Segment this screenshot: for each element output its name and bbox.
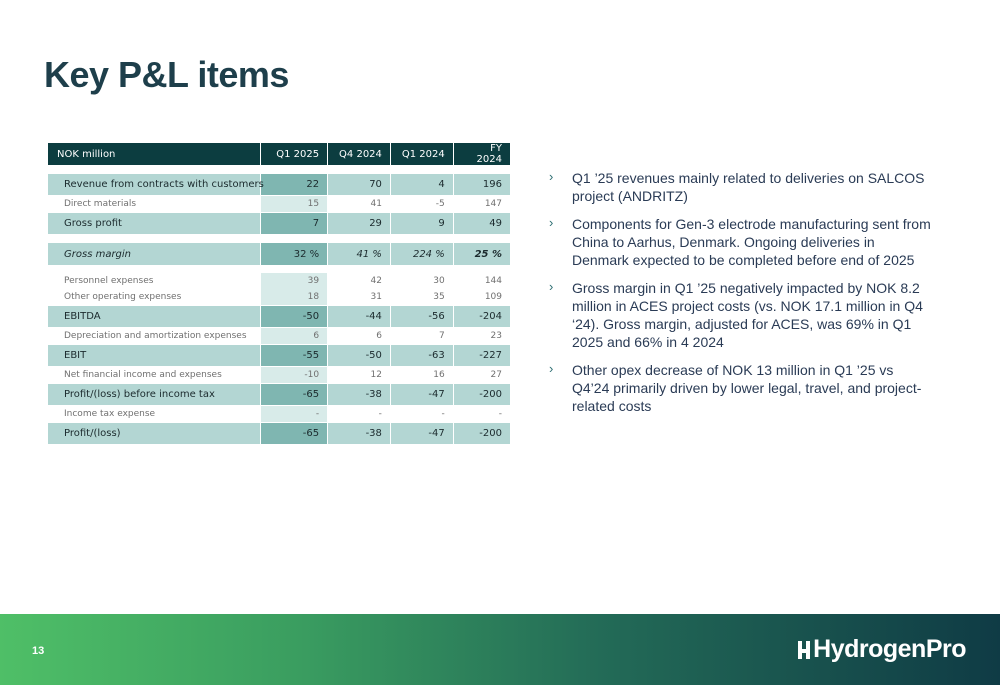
page-title: Key P&L items xyxy=(44,54,289,95)
cell-q1-2024: 224 % xyxy=(390,243,453,265)
row-depreciation xyxy=(48,328,510,345)
cell-fy-2024: 27 xyxy=(490,370,502,380)
cell-q4-2024: 31 xyxy=(328,289,391,306)
row-gross-profit xyxy=(48,213,510,235)
cell-q1-2025: -65 xyxy=(261,384,328,406)
cell-fy-2024: -204 xyxy=(453,306,510,328)
cell-q1-2024: -56 xyxy=(390,306,453,328)
cell-q1-2025: - xyxy=(261,406,328,423)
cell-fy-2024: - xyxy=(498,409,502,419)
cell-q1-2025: 6 xyxy=(261,328,328,345)
commentary-text: Gross margin in Q1 ’25 negatively impacted by NOK 8.2 million in ACES project costs (vs. NOK 17.1 million in Q4 ‘24). Gross margin, adjusted for ACES, was 69% in Q1 2025 and 66% in 4 2024 xyxy=(572,280,923,350)
row-ebit xyxy=(48,345,510,367)
cell-fy-2024: -200 xyxy=(453,384,510,406)
cell-q4-2024: 70 xyxy=(328,174,391,196)
header-fy-2024: FY 2024 xyxy=(453,143,510,165)
cell-q4-2024: - xyxy=(328,406,391,423)
cell-q4-2024: 6 xyxy=(328,328,391,345)
cell-q1-2024: -5 xyxy=(390,196,453,213)
row-net-financial xyxy=(48,367,510,384)
cell-q1-2024: 9 xyxy=(390,213,453,235)
cell-q1-2024: -47 xyxy=(390,384,453,406)
row-income-tax xyxy=(48,406,510,423)
row-label: Other operating expenses xyxy=(48,289,261,306)
row-profit-loss xyxy=(48,423,510,445)
row-label: Profit/(loss) before income tax xyxy=(48,384,261,406)
cell-q1-2025: -50 xyxy=(261,306,328,328)
cell-q1-2025: -55 xyxy=(261,345,328,367)
row-profit-before-tax xyxy=(48,384,510,406)
footer-bar xyxy=(0,614,1000,685)
cell-q1-2025: 32 % xyxy=(261,243,328,265)
header-q1-2024: Q1 2024 xyxy=(390,143,453,165)
commentary-text: Components for Gen-3 electrode manufacturing sent from China to Aarhus, Denmark. Ongoing deliveries in Denmark expected to be completed before end of 2025 xyxy=(572,216,931,268)
logo-text: HydrogenPro xyxy=(813,635,966,663)
cell-fy-2024: 109 xyxy=(484,292,502,302)
cell-fy-2024: 25 % xyxy=(453,243,510,265)
cell-q1-2024: 4 xyxy=(390,174,453,196)
commentary-item xyxy=(548,169,933,205)
commentary-item xyxy=(548,215,933,269)
cell-q1-2025: 7 xyxy=(261,213,328,235)
row-label: Personnel expenses xyxy=(48,273,261,289)
hydrogenpro-mark-icon xyxy=(797,640,811,660)
row-label: Profit/(loss) xyxy=(48,423,261,445)
cell-fy-2024: 23 xyxy=(490,331,502,341)
cell-q4-2024: -50 xyxy=(328,345,391,367)
row-label: Depreciation and amortization expenses xyxy=(48,328,261,345)
cell-q1-2024: 30 xyxy=(390,273,453,289)
cell-q1-2024: -63 xyxy=(390,345,453,367)
hydrogenpro-logo xyxy=(797,635,966,664)
chevron-right-icon: › xyxy=(549,361,554,376)
cell-q4-2024: -38 xyxy=(328,423,391,445)
header-q1-2025: Q1 2025 xyxy=(261,143,328,165)
row-revenue xyxy=(48,174,510,196)
table-header-row xyxy=(48,143,510,165)
cell-q4-2024: 41 % xyxy=(328,243,391,265)
row-personnel-expenses xyxy=(48,273,510,289)
cell-q1-2025: 39 xyxy=(261,273,328,289)
cell-fy-2024: -227 xyxy=(453,345,510,367)
cell-q4-2024: -38 xyxy=(328,384,391,406)
cell-q1-2025: -65 xyxy=(261,423,328,445)
commentary-item xyxy=(548,279,933,351)
row-label: Gross margin xyxy=(48,243,261,265)
commentary-text: Q1 ’25 revenues mainly related to deliveries on SALCOS project (ANDRITZ) xyxy=(572,170,925,204)
cell-q4-2024: 42 xyxy=(328,273,391,289)
cell-q1-2025: 15 xyxy=(261,196,328,213)
commentary-text: Other opex decrease of NOK 13 million in Q1 ’25 vs Q4’24 primarily driven by lower legal, travel, and project-related costs xyxy=(572,362,922,414)
chevron-right-icon: › xyxy=(549,279,554,294)
cell-q4-2024: 41 xyxy=(328,196,391,213)
row-label: Gross profit xyxy=(48,213,261,235)
commentary-list xyxy=(548,169,933,425)
cell-fy-2024: 49 xyxy=(453,213,510,235)
cell-q1-2024: -47 xyxy=(390,423,453,445)
chevron-right-icon: › xyxy=(549,215,554,230)
pl-table xyxy=(48,143,510,445)
row-label: Income tax expense xyxy=(48,406,261,423)
cell-fy-2024: 147 xyxy=(484,199,502,209)
row-label: Revenue from contracts with customers xyxy=(48,174,261,196)
page-number: 13 xyxy=(32,645,45,657)
cell-q1-2025: 18 xyxy=(261,289,328,306)
cell-q1-2024: 35 xyxy=(390,289,453,306)
cell-fy-2024: 144 xyxy=(484,276,502,286)
cell-q1-2025: 22 xyxy=(261,174,328,196)
row-label: Direct materials xyxy=(48,196,261,213)
cell-q1-2025: -10 xyxy=(261,367,328,384)
row-direct-materials xyxy=(48,196,510,213)
chevron-right-icon: › xyxy=(549,169,554,184)
row-label: EBITDA xyxy=(48,306,261,328)
row-other-operating-expenses xyxy=(48,289,510,306)
cell-q1-2024: 7 xyxy=(390,328,453,345)
cell-q4-2024: 12 xyxy=(328,367,391,384)
cell-q4-2024: -44 xyxy=(328,306,391,328)
cell-fy-2024: -200 xyxy=(453,423,510,445)
header-q4-2024: Q4 2024 xyxy=(328,143,391,165)
row-ebitda xyxy=(48,306,510,328)
cell-q1-2024: - xyxy=(390,406,453,423)
commentary-item xyxy=(548,361,933,415)
header-nok-million: NOK million xyxy=(48,143,261,165)
row-gross-margin xyxy=(48,243,510,265)
row-label: EBIT xyxy=(48,345,261,367)
cell-q4-2024: 29 xyxy=(328,213,391,235)
cell-q1-2024: 16 xyxy=(390,367,453,384)
row-label: Net financial income and expenses xyxy=(48,367,261,384)
cell-fy-2024: 196 xyxy=(453,174,510,196)
